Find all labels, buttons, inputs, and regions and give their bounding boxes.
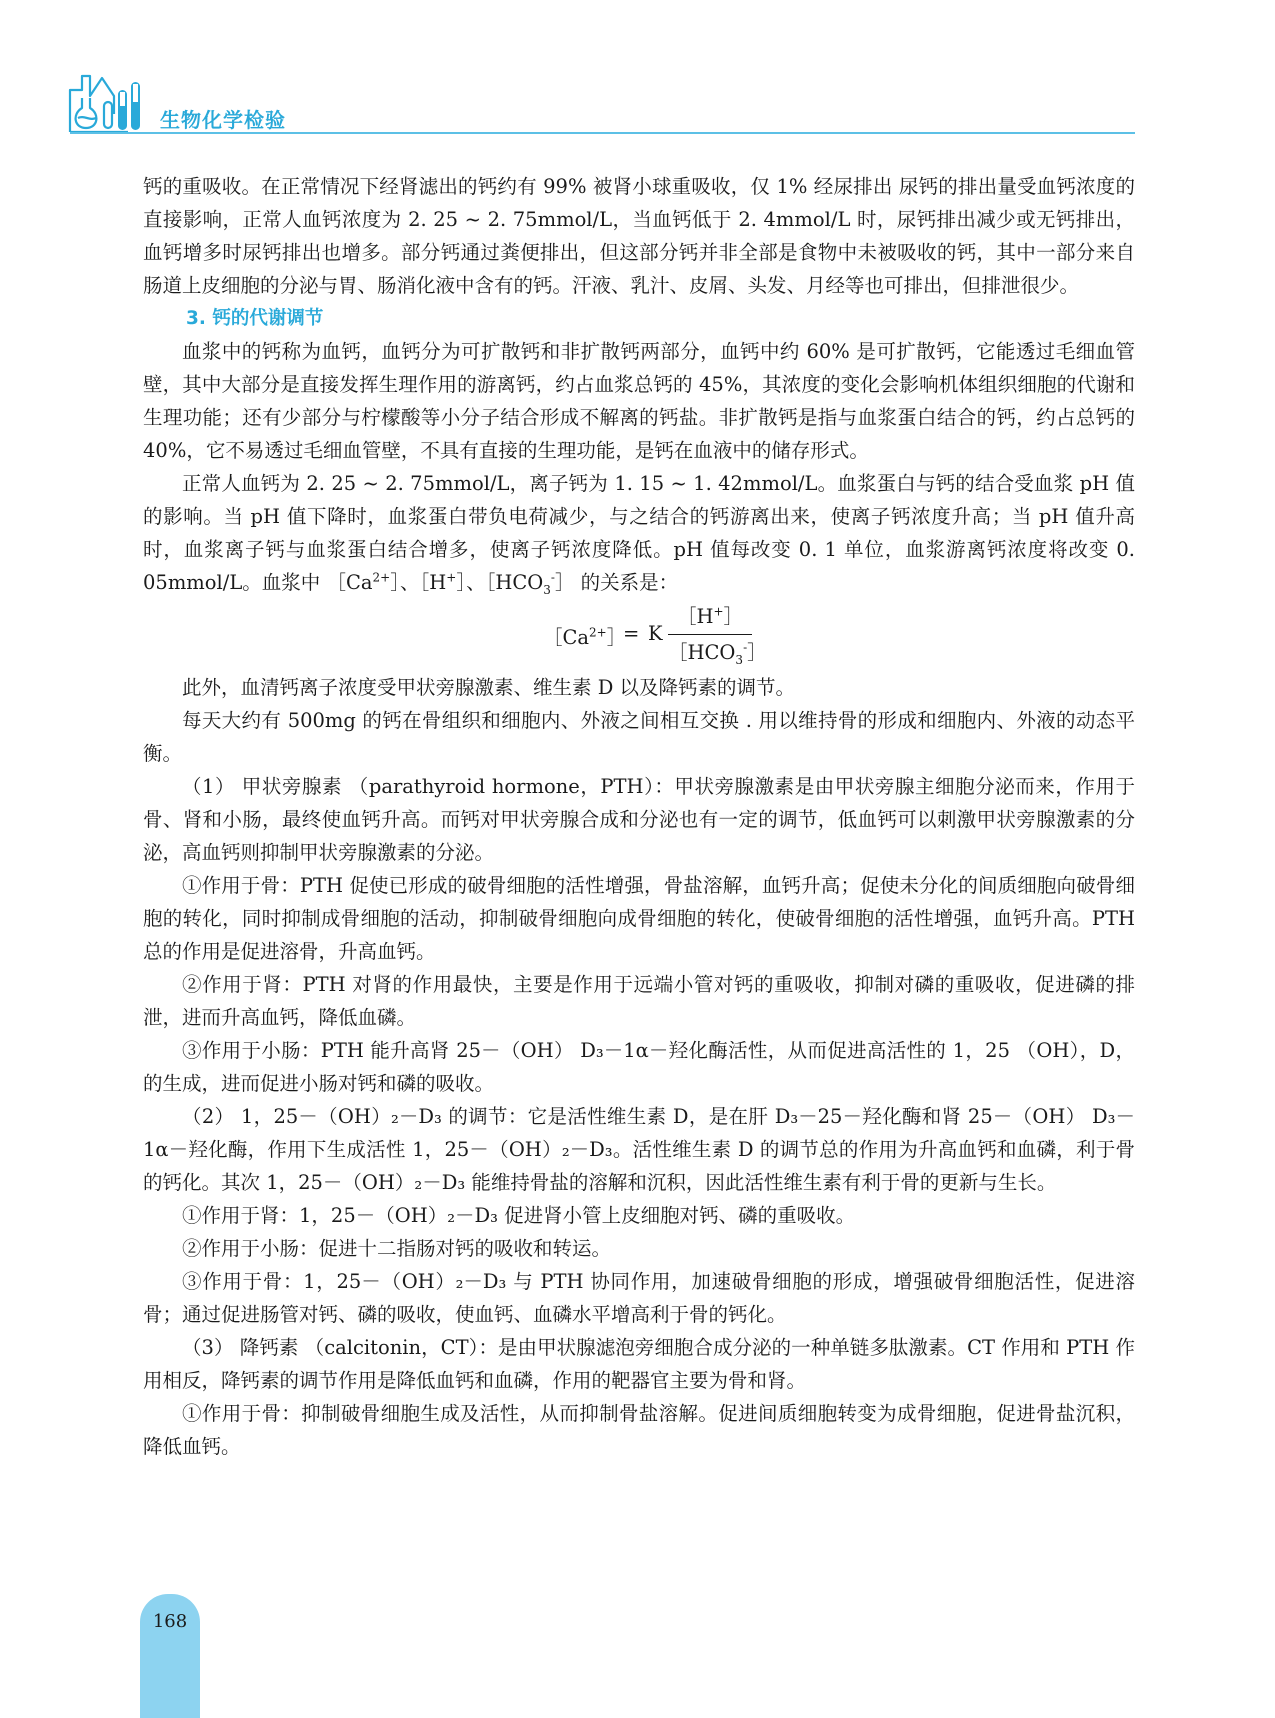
paragraph: （2） 1，25－（OH）₂－D₃ 的调节：它是活性维生素 D，是在肝 D₃－25－羟化酶和肾 25－（OH） D₃－1α－羟化酶，作用下生成活性 1，25－（OH）₂－D₃。活性维生素 D 的调节总的作用为升高血钙和血磷，利于骨的钙化。其次 1，25－（OH）₂－D₃ 能维持骨盐的溶解和沉积，因此活性维生素有利于骨的更新与生长。: [143, 1105, 1135, 1194]
calcium-equation: [143, 599, 1135, 671]
fraction-bar: [668, 634, 752, 635]
paragraph: （3） 降钙素 （calcitonin，CT）：是由甲状腺滤泡旁细胞合成分泌的一种单链多肽激素。CT 作用和 PTH 作用相反，降钙素的调节作用是降低血钙和血磷，作用的靶器官主要为骨和肾。: [143, 1336, 1135, 1392]
formula-equals: =: [623, 622, 640, 645]
paragraph: 此外，血清钙离子浓度受甲状旁腺激素、维生素 D 以及降钙素的调节。: [182, 676, 796, 699]
paragraph: ②作用于肾：PTH 对肾的作用最快，主要是作用于远端小管对钙的重吸收，抑制对磷的重吸收，促进磷的排泄，进而升高血钙，降低血磷。: [143, 973, 1135, 1029]
paragraph: ②作用于小肠：促进十二指肠对钙的吸收和转运。: [182, 1237, 612, 1260]
paragraph: 每天大约有 500mg 的钙在骨组织和细胞内、外液之间相互交换 . 用以维持骨的形成和细胞内、外液的动态平衡。: [143, 709, 1135, 765]
page-number: 168: [152, 1611, 188, 1632]
formula-fraction: [668, 601, 767, 669]
section-heading: 3. 钙的代谢调节: [186, 308, 324, 329]
lab-glassware-icon: [68, 68, 148, 134]
paragraph: （1） 甲状旁腺素 （parathyroid hormone，PTH）：甲状旁腺激素是由甲状旁腺主细胞分泌而来，作用于骨、肾和小肠，最终使血钙升高。而钙对甲状旁腺合成和分泌也有一定的调节，低血钙可以刺激甲状旁腺激素的分泌，高血钙则抑制甲状旁腺激素的分泌。: [143, 775, 1135, 864]
paragraph: ③作用于骨：1，25－（OH）₂－D₃ 与 PTH 协同作用，加速破骨细胞的形成，增强破骨细胞活性，促进溶骨；通过促进肠管对钙、磷的吸收，使血钙、血磷水平增高利于骨的钙化。: [143, 1270, 1135, 1326]
page-body: [143, 170, 1135, 1463]
paragraph: ①作用于骨：PTH 促使已形成的破骨细胞的活性增强，骨盐溶解，血钙升高；促使未分化的间质细胞向破骨细胞的转化，同时抑制成骨细胞的活动，抑制破骨细胞向成骨细胞的转化，使破骨细胞的活性增强，血钙升高。PTH 总的作用是促进溶骨，升高血钙。: [143, 874, 1135, 963]
formula-constant: K: [648, 622, 663, 645]
header-divider: [70, 132, 1135, 134]
book-title: 生物化学检验: [160, 108, 286, 132]
formula-numerator: ［H+］: [676, 604, 744, 628]
paragraph: 钙的重吸收。在正常情况下经肾滤出的钙约有 99% 被肾小球重吸收，仅 1% 经尿排出 尿钙的排出量受血钙浓度的直接影响，正常人血钙浓度为 2. 25 ~ 2. 75mmol/L，当血钙低于 2. 4mmol/L 时，尿钙排出减少或无钙排出，血钙增多时尿钙排出也增多。部分钙通过粪便排出，但这部分钙并非全部是食物中未被吸收的钙，其中一部分来自肠道上皮细胞的分泌与胃、肠消化液中含有的钙。汗液、乳汁、皮屑、头发、月经等也可排出，但排泄很少。: [143, 175, 1135, 297]
formula-denominator: $[HCO_3^-]$: [668, 640, 767, 667]
paragraph: ①作用于肾：1，25－（OH）₂－D₃ 促进肾小管上皮细胞对钙、磷的重吸收。: [182, 1204, 856, 1227]
paragraph: 血浆中的钙称为血钙，血钙分为可扩散钙和非扩散钙两部分，血钙中约 60% 是可扩散钙，它能透过毛细血管壁，其中大部分是直接发挥生理作用的游离钙，约占血浆总钙的 45%，其浓度的变化会影响机体组织细胞的代谢和生理功能；还有少部分与柠檬酸等小分子结合形成不解离的钙盐。非扩散钙是指与血浆蛋白结合的钙，约占总钙的 40%，它不易透过毛细血管壁，不具有直接的生理功能，是钙在血液中的储存形式。: [143, 340, 1135, 462]
paragraph: 正常人血钙为 2. 25 ~ 2. 75mmol/L，离子钙为 1. 15 ~ 1. 42mmol/L。血浆蛋白与钙的结合受血浆 pH 值的影响。当 pH 值下降时，血浆蛋白带负电荷减少，与之结合的钙游离出来，使离子钙浓度升高；当 pH 值升高时，血浆离子钙与血浆蛋白结合增多，使离子钙浓度降低。pH 值每改变 0. 1 单位，血浆游离钙浓度将改变 0. 05mmol/L。血浆中 $[Ca^{2+}]$、［H+］、$[HCO_3^-]$ 的关系是：: [143, 472, 1135, 597]
paragraph: ③作用于小肠：PTH 能升高肾 25－（OH） D₃－1α－羟化酶活性，从而促进高活性的 1，25 （OH），D，的生成，进而促进小肠对钙和磷的吸收。: [143, 1039, 1135, 1095]
page-header: [0, 0, 1275, 140]
paragraph: ①作用于骨：抑制破骨细胞生成及活性，从而抑制骨盐溶解。促进间质细胞转变为成骨细胞，促进骨盐沉积，降低血钙。: [143, 1402, 1135, 1458]
formula-lhs: $[Ca^{2+}]$: [543, 625, 627, 649]
